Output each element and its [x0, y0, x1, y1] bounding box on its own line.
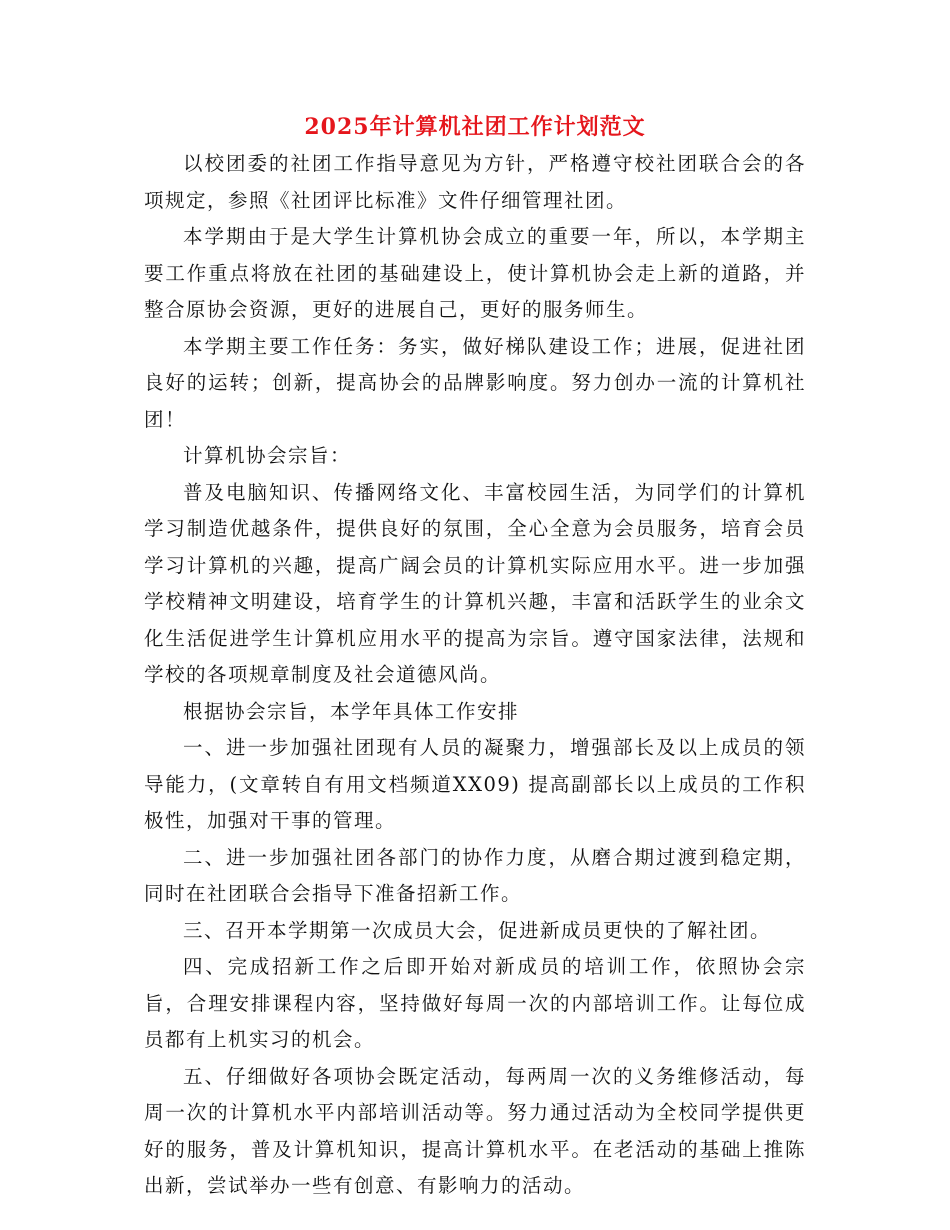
paragraph: 根据协会宗旨，本学年具体工作安排 — [183, 699, 520, 723]
paragraph: 四、完成招新工作之后即开始对新成员的培训工作，依照协会宗旨，合理安排课程内容，坚持做好每周一次的内部培训工作。让每位成员都有上机实习的机会。 — [144, 955, 806, 1051]
document-body — [144, 146, 806, 1205]
paragraph: 三、召开本学期第一次成员大会，促进新成员更快的了解社团。 — [183, 918, 772, 942]
paragraph: 二、进一步加强社团各部门的协作力度，从磨合期过渡到稳定期，同时在社团联合会指导下准备招新工作。 — [144, 845, 806, 905]
document-title: 2025年计算机社团工作计划范文 — [304, 114, 646, 140]
paragraph: 计算机协会宗旨： — [183, 444, 352, 467]
paragraph: 五、仔细做好各项协会既定活动，每两周一次的义务维修活动，每周一次的计算机水平内部培训活动等。努力通过活动为全校同学提供更好的服务，普及计算机知识，提高计算机水平。在老活动的基础上推陈出新，尝试举办一些有创意、有影响力的活动。 — [144, 1064, 806, 1197]
paragraph: 一、进一步加强社团现有人员的凝聚力，增强部长及以上成员的领导能力，(文章转自有用文档频道XX09) 提高副部长以上成员的工作积极性，加强对干事的管理。 — [144, 736, 806, 832]
paragraph: 本学期由于是大学生计算机协会成立的重要一年，所以，本学期主要工作重点将放在社团的基础建设上，使计算机协会走上新的道路，并整合原协会资源，更好的进展自己，更好的服务师生。 — [144, 225, 806, 321]
paragraph: 以校团委的社团工作指导意见为方针，严格遵守校社团联合会的各项规定，参照《社团评比标准》文件仔细管理社团。 — [144, 152, 806, 212]
paragraph: 普及电脑知识、传播网络文化、丰富校园生活，为同学们的计算机学习制造优越条件，提供良好的氛围，全心全意为会员服务，培育会员学习计算机的兴趣，提高广阔会员的计算机实际应用水平。进一步加强学校精神文明建设，培育学生的计算机兴趣，丰富和活跃学生的业余文化生活促进学生计算机应用水平的提高为宗旨。遵守国家法律，法规和学校的各项规章制度及社会道德风尚。 — [144, 480, 806, 686]
paragraph: 本学期主要工作任务：务实，做好梯队建设工作；进展，促进社团良好的运转；创新，提高协会的品牌影响度。努力创办一流的计算机社团！ — [144, 334, 806, 431]
